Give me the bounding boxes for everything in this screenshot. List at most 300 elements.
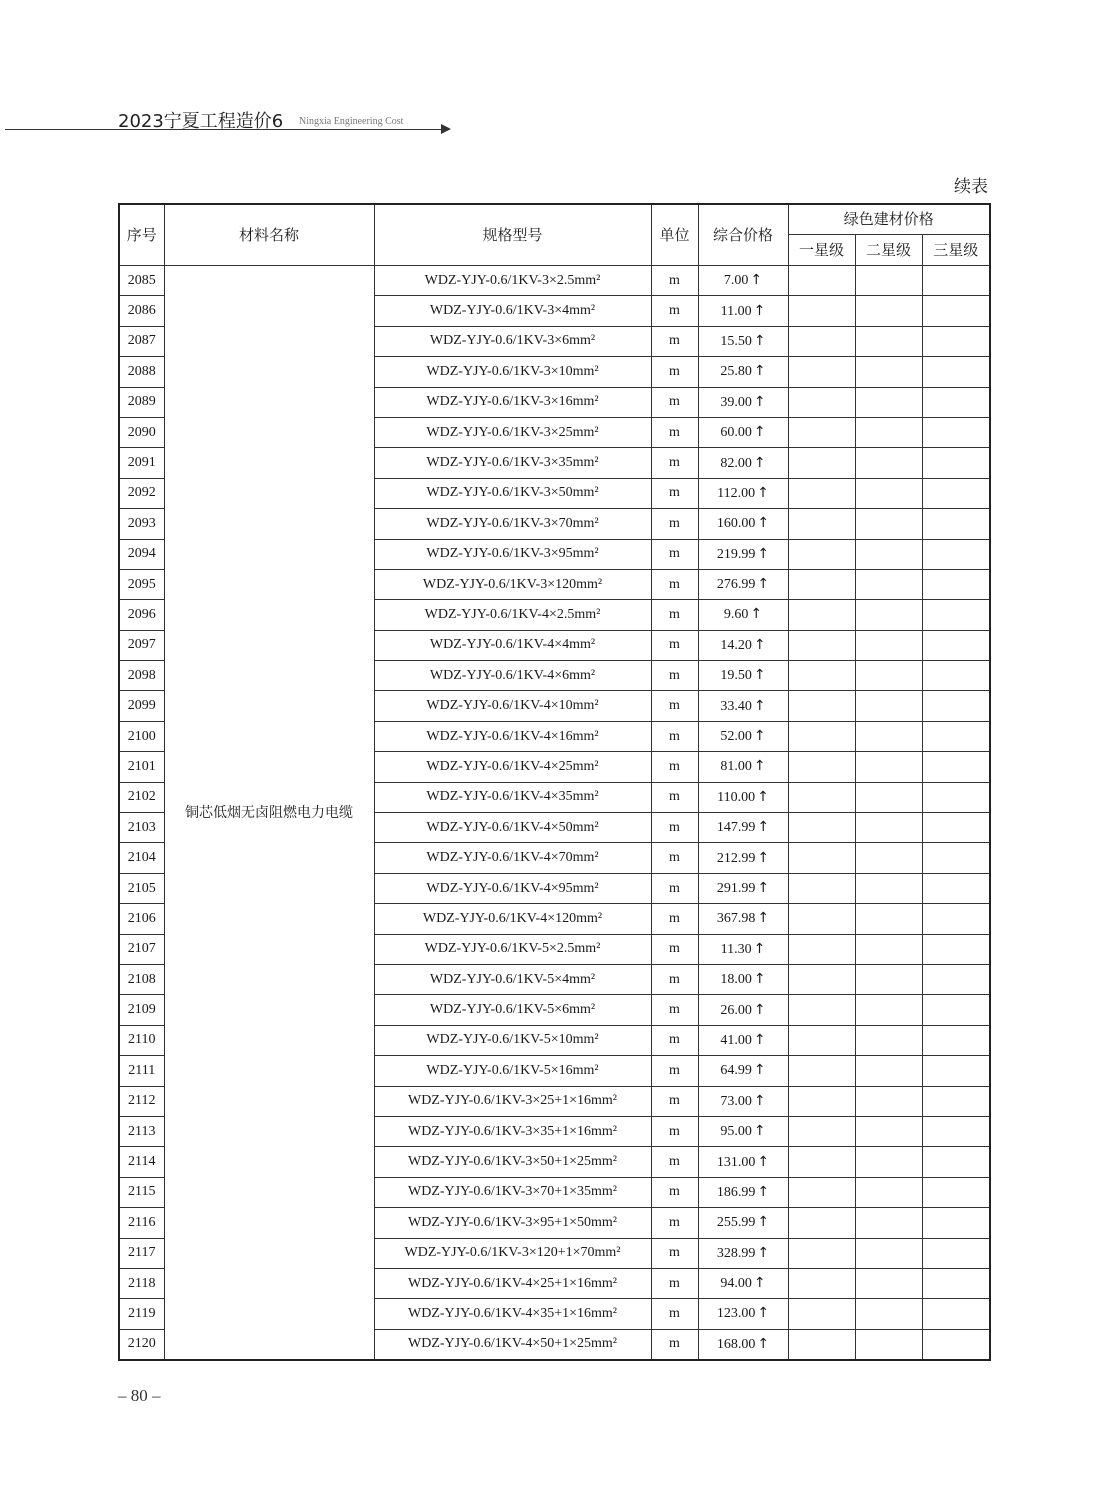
cell-green-star3 (922, 296, 990, 326)
cell-green-star1 (788, 1208, 855, 1238)
price-value: 94.00 (720, 1276, 752, 1292)
cell-green-star1 (788, 964, 855, 994)
price-value: 11.00 (720, 303, 752, 319)
cell-green-star3 (922, 600, 990, 630)
cell-green-star3 (922, 417, 990, 447)
col-header-green: 绿色建材价格 (788, 204, 990, 235)
header-rule (5, 129, 445, 130)
cell-idx: 2100 (119, 721, 164, 751)
cell-idx: 2120 (119, 1329, 164, 1360)
cell-green-star1 (788, 904, 855, 934)
cell-green-star1 (788, 1268, 855, 1298)
cell-price (698, 569, 788, 599)
cell-green-star3 (922, 1208, 990, 1238)
price-up-arrow-icon: ↑ (757, 788, 769, 805)
cell-green-star1 (788, 691, 855, 721)
cell-price (698, 1086, 788, 1116)
price-value: 131.00 (716, 1154, 756, 1170)
price-value: 73.00 (720, 1093, 752, 1109)
cell-price (698, 417, 788, 447)
cell-green-star1 (788, 934, 855, 964)
cell-idx: 2116 (119, 1208, 164, 1238)
price-value: 41.00 (720, 1032, 752, 1048)
cell-spec: WDZ-YJY-0.6/1KV-4×35mm² (374, 782, 651, 812)
cell-spec: WDZ-YJY-0.6/1KV-3×35+1×16mm² (374, 1116, 651, 1146)
price-up-arrow-icon: ↑ (753, 1062, 766, 1079)
cell-green-star3 (922, 721, 990, 751)
cell-price (698, 1329, 788, 1360)
cell-green-star3 (922, 448, 990, 478)
cell-spec: WDZ-YJY-0.6/1KV-4×16mm² (374, 721, 651, 751)
cell-green-star2 (855, 630, 922, 660)
price-up-arrow-icon: ↑ (757, 1244, 770, 1261)
price-up-arrow-icon: ↑ (753, 971, 766, 988)
cell-spec: WDZ-YJY-0.6/1KV-4×2.5mm² (374, 600, 651, 630)
cell-price (698, 995, 788, 1025)
cell-unit: m (651, 995, 698, 1025)
price-up-arrow-icon: ↑ (757, 515, 770, 532)
cell-unit: m (651, 387, 698, 417)
cell-green-star2 (855, 721, 922, 751)
col-header-spec: 规格型号 (374, 204, 651, 266)
cell-green-star2 (855, 964, 922, 994)
cell-spec: WDZ-YJY-0.6/1KV-3×50+1×25mm² (374, 1147, 651, 1177)
cell-unit: m (651, 1208, 698, 1238)
cell-green-star2 (855, 600, 922, 630)
cell-unit: m (651, 1268, 698, 1298)
table-body (119, 266, 990, 1361)
cell-idx: 2097 (119, 630, 164, 660)
cell-spec: WDZ-YJY-0.6/1KV-3×70mm² (374, 509, 651, 539)
cell-green-star3 (922, 1116, 990, 1146)
price-up-arrow-icon: ↑ (757, 1335, 770, 1352)
cell-idx: 2117 (119, 1238, 164, 1268)
price-up-arrow-icon: ↑ (753, 697, 766, 714)
cell-green-star3 (922, 995, 990, 1025)
cell-unit: m (651, 1025, 698, 1055)
cell-unit: m (651, 296, 698, 326)
price-value: 15.50 (720, 333, 752, 349)
cell-green-star1 (788, 995, 855, 1025)
price-up-arrow-icon: ↑ (757, 1183, 770, 1200)
cell-spec: WDZ-YJY-0.6/1KV-3×10mm² (374, 357, 651, 387)
price-table (118, 203, 991, 1361)
cell-price (698, 1177, 788, 1207)
cell-price (698, 1116, 788, 1146)
cell-green-star1 (788, 417, 855, 447)
cell-idx: 2119 (119, 1299, 164, 1329)
cell-green-star2 (855, 1238, 922, 1268)
price-up-arrow-icon: ↑ (753, 758, 766, 775)
cell-green-star2 (855, 1208, 922, 1238)
cell-price (698, 1147, 788, 1177)
cell-green-star2 (855, 1268, 922, 1298)
cell-idx: 2104 (119, 843, 164, 873)
price-value: 19.50 (720, 668, 752, 684)
cell-unit: m (651, 357, 698, 387)
cell-spec: WDZ-YJY-0.6/1KV-5×10mm² (374, 1025, 651, 1055)
cell-spec: WDZ-YJY-0.6/1KV-3×120+1×70mm² (374, 1238, 651, 1268)
cell-price (698, 843, 788, 873)
cell-price (698, 873, 788, 903)
table-row (119, 266, 990, 296)
cell-unit: m (651, 1177, 698, 1207)
cell-green-star3 (922, 1238, 990, 1268)
price-up-arrow-icon: ↑ (757, 484, 769, 501)
price-value: 39.00 (720, 394, 752, 410)
price-up-arrow-icon: ↑ (753, 1275, 766, 1292)
cell-unit: m (651, 1116, 698, 1146)
price-value: 81.00 (720, 759, 752, 775)
price-up-arrow-icon: ↑ (750, 272, 763, 289)
page-number: – 80 – (118, 1386, 161, 1405)
cell-price (698, 904, 788, 934)
cell-unit: m (651, 934, 698, 964)
price-up-arrow-icon: ↑ (753, 636, 766, 653)
cell-spec: WDZ-YJY-0.6/1KV-3×70+1×35mm² (374, 1177, 651, 1207)
price-up-arrow-icon: ↑ (753, 363, 766, 380)
cell-price (698, 661, 788, 691)
cell-idx: 2087 (119, 326, 164, 356)
cell-spec: WDZ-YJY-0.6/1KV-4×4mm² (374, 630, 651, 660)
cell-spec: WDZ-YJY-0.6/1KV-5×4mm² (374, 964, 651, 994)
cell-green-star2 (855, 843, 922, 873)
col-header-star2: 二星级 (855, 235, 922, 266)
price-value: 168.00 (716, 1336, 756, 1352)
cell-green-star1 (788, 1056, 855, 1086)
price-value: 14.20 (720, 637, 752, 653)
cell-price (698, 630, 788, 660)
page-header-subtitle: Ningxia Engineering Cost (299, 116, 404, 127)
cell-idx: 2109 (119, 995, 164, 1025)
cell-green-star3 (922, 813, 990, 843)
cell-price (698, 782, 788, 812)
cell-green-star3 (922, 691, 990, 721)
price-value: 276.99 (716, 577, 756, 593)
cell-green-star1 (788, 721, 855, 751)
price-value: 11.30 (720, 941, 752, 957)
cell-green-star3 (922, 904, 990, 934)
cell-green-star2 (855, 569, 922, 599)
price-up-arrow-icon: ↑ (753, 332, 766, 349)
cell-unit: m (651, 843, 698, 873)
cell-green-star2 (855, 782, 922, 812)
cell-green-star2 (855, 1056, 922, 1086)
cell-unit: m (651, 630, 698, 660)
cell-price (698, 721, 788, 751)
cell-green-star2 (855, 448, 922, 478)
price-value: 255.99 (716, 1215, 756, 1231)
cell-unit: m (651, 904, 698, 934)
col-header-price: 综合价格 (698, 204, 788, 266)
cell-spec: WDZ-YJY-0.6/1KV-4×6mm² (374, 661, 651, 691)
cell-green-star2 (855, 752, 922, 782)
cell-green-star3 (922, 964, 990, 994)
cell-green-star3 (922, 1299, 990, 1329)
cell-idx: 2101 (119, 752, 164, 782)
cell-green-star1 (788, 357, 855, 387)
cell-green-star2 (855, 934, 922, 964)
cell-green-star2 (855, 509, 922, 539)
cell-idx: 2111 (119, 1056, 164, 1086)
cell-idx: 2107 (119, 934, 164, 964)
cell-idx: 2102 (119, 782, 164, 812)
price-value: 18.00 (720, 972, 752, 988)
cell-green-star1 (788, 1177, 855, 1207)
price-value: 64.99 (720, 1063, 752, 1079)
cell-idx: 2114 (119, 1147, 164, 1177)
price-up-arrow-icon: ↑ (757, 1153, 770, 1170)
price-up-arrow-icon: ↑ (750, 606, 763, 623)
cell-green-star1 (788, 509, 855, 539)
cell-idx: 2113 (119, 1116, 164, 1146)
price-value: 328.99 (716, 1245, 756, 1261)
cell-green-star1 (788, 326, 855, 356)
cell-idx: 2096 (119, 600, 164, 630)
cell-green-star3 (922, 569, 990, 599)
cell-green-star3 (922, 661, 990, 691)
cell-spec: WDZ-YJY-0.6/1KV-3×25+1×16mm² (374, 1086, 651, 1116)
cell-green-star2 (855, 995, 922, 1025)
cell-spec: WDZ-YJY-0.6/1KV-4×25+1×16mm² (374, 1268, 651, 1298)
cell-idx: 2105 (119, 873, 164, 903)
cell-spec: WDZ-YJY-0.6/1KV-3×95mm² (374, 539, 651, 569)
cell-green-star2 (855, 873, 922, 903)
cell-spec: WDZ-YJY-0.6/1KV-3×50mm² (374, 478, 651, 508)
cell-price (698, 539, 788, 569)
cell-spec: WDZ-YJY-0.6/1KV-3×4mm² (374, 296, 651, 326)
cell-green-star2 (855, 1177, 922, 1207)
price-value: 147.99 (716, 820, 756, 836)
price-up-arrow-icon: ↑ (753, 302, 766, 319)
cell-idx: 2086 (119, 296, 164, 326)
cell-green-star1 (788, 813, 855, 843)
price-up-arrow-icon: ↑ (753, 1031, 766, 1048)
cell-unit: m (651, 1086, 698, 1116)
cell-green-star1 (788, 843, 855, 873)
cell-green-star1 (788, 478, 855, 508)
cell-spec: WDZ-YJY-0.6/1KV-3×95+1×50mm² (374, 1208, 651, 1238)
cell-unit: m (651, 509, 698, 539)
cell-spec: WDZ-YJY-0.6/1KV-3×6mm² (374, 326, 651, 356)
cell-spec: WDZ-YJY-0.6/1KV-3×35mm² (374, 448, 651, 478)
cell-idx: 2106 (119, 904, 164, 934)
cell-green-star3 (922, 934, 990, 964)
cell-spec: WDZ-YJY-0.6/1KV-5×6mm² (374, 995, 651, 1025)
col-header-idx: 序号 (119, 204, 164, 266)
cell-idx: 2094 (119, 539, 164, 569)
cell-green-star3 (922, 478, 990, 508)
cell-green-star1 (788, 1147, 855, 1177)
cell-green-star3 (922, 539, 990, 569)
cell-unit: m (651, 417, 698, 447)
cell-idx: 2098 (119, 661, 164, 691)
cell-price (698, 1025, 788, 1055)
cell-idx: 2092 (119, 478, 164, 508)
cell-price (698, 1056, 788, 1086)
cell-green-star3 (922, 630, 990, 660)
cell-green-star1 (788, 387, 855, 417)
price-up-arrow-icon: ↑ (753, 1092, 766, 1109)
cell-green-star2 (855, 1116, 922, 1146)
cell-green-star1 (788, 266, 855, 296)
cell-price (698, 509, 788, 539)
cell-idx: 2089 (119, 387, 164, 417)
price-value: 95.00 (720, 1124, 752, 1140)
cell-green-star2 (855, 1299, 922, 1329)
header-arrow-icon (441, 124, 451, 134)
cell-idx: 2103 (119, 813, 164, 843)
cell-green-star2 (855, 1329, 922, 1360)
price-up-arrow-icon: ↑ (757, 910, 770, 927)
cell-green-star3 (922, 509, 990, 539)
cell-green-star1 (788, 539, 855, 569)
price-value: 123.00 (716, 1306, 756, 1322)
cell-green-star3 (922, 1086, 990, 1116)
cell-idx: 2115 (119, 1177, 164, 1207)
cell-price (698, 357, 788, 387)
price-value: 52.00 (720, 729, 752, 745)
cell-green-star1 (788, 782, 855, 812)
cell-green-star1 (788, 1025, 855, 1055)
cell-unit: m (651, 691, 698, 721)
price-value: 212.99 (716, 850, 756, 866)
cell-green-star1 (788, 661, 855, 691)
cell-spec: WDZ-YJY-0.6/1KV-4×10mm² (374, 691, 651, 721)
price-value: 186.99 (716, 1184, 756, 1200)
cell-green-star2 (855, 357, 922, 387)
cell-spec: WDZ-YJY-0.6/1KV-4×25mm² (374, 752, 651, 782)
price-up-arrow-icon: ↑ (757, 545, 770, 562)
price-value: 160.00 (716, 516, 756, 532)
cell-unit: m (651, 326, 698, 356)
cell-unit: m (651, 1329, 698, 1360)
cell-unit: m (651, 873, 698, 903)
cell-green-star2 (855, 296, 922, 326)
cell-price (698, 752, 788, 782)
cell-green-star1 (788, 873, 855, 903)
cell-spec: WDZ-YJY-0.6/1KV-5×16mm² (374, 1056, 651, 1086)
price-value: 367.98 (716, 911, 756, 927)
cell-green-star1 (788, 630, 855, 660)
price-up-arrow-icon: ↑ (757, 880, 770, 896)
price-up-arrow-icon: ↑ (757, 1214, 770, 1231)
price-up-arrow-icon: ↑ (753, 393, 766, 410)
cell-spec: WDZ-YJY-0.6/1KV-4×35+1×16mm² (374, 1299, 651, 1329)
cell-unit: m (651, 1056, 698, 1086)
page-header-title: 2023宁夏工程造价6 (118, 111, 284, 132)
cell-green-star1 (788, 448, 855, 478)
cell-green-star2 (855, 387, 922, 417)
cell-green-star3 (922, 1329, 990, 1360)
cell-green-star2 (855, 813, 922, 843)
price-up-arrow-icon: ↑ (753, 1123, 766, 1140)
price-up-arrow-icon: ↑ (757, 576, 770, 593)
cell-green-star3 (922, 326, 990, 356)
cell-unit: m (651, 569, 698, 599)
cell-unit: m (651, 964, 698, 994)
cell-spec: WDZ-YJY-0.6/1KV-3×120mm² (374, 569, 651, 599)
cell-unit: m (651, 752, 698, 782)
cell-green-star3 (922, 782, 990, 812)
price-value: 9.60 (723, 607, 749, 623)
price-value: 60.00 (720, 425, 752, 441)
cell-green-star1 (788, 1116, 855, 1146)
cell-green-star2 (855, 1025, 922, 1055)
price-up-arrow-icon: ↑ (753, 728, 766, 745)
cell-green-star3 (922, 1025, 990, 1055)
cell-green-star1 (788, 1086, 855, 1116)
cell-green-star2 (855, 661, 922, 691)
price-up-arrow-icon: ↑ (753, 1001, 766, 1018)
price-up-arrow-icon: ↑ (753, 454, 766, 471)
cell-price (698, 478, 788, 508)
cell-green-star2 (855, 326, 922, 356)
cell-spec: WDZ-YJY-0.6/1KV-5×2.5mm² (374, 934, 651, 964)
cell-green-star1 (788, 752, 855, 782)
cell-green-star1 (788, 569, 855, 599)
price-value: 110.00 (717, 789, 756, 805)
price-value: 112.00 (717, 485, 756, 501)
cell-green-star1 (788, 296, 855, 326)
cell-green-star3 (922, 843, 990, 873)
cell-green-star1 (788, 1329, 855, 1360)
cell-spec: WDZ-YJY-0.6/1KV-4×50mm² (374, 813, 651, 843)
cell-unit: m (651, 782, 698, 812)
cell-price (698, 387, 788, 417)
cell-green-star2 (855, 1147, 922, 1177)
cell-price (698, 266, 788, 296)
cell-green-star1 (788, 1299, 855, 1329)
cell-green-star2 (855, 478, 922, 508)
cell-green-star3 (922, 873, 990, 903)
cell-price (698, 1238, 788, 1268)
cell-spec: WDZ-YJY-0.6/1KV-3×25mm² (374, 417, 651, 447)
cell-unit: m (651, 478, 698, 508)
cell-price (698, 600, 788, 630)
cell-spec: WDZ-YJY-0.6/1KV-3×2.5mm² (374, 266, 651, 296)
cell-green-star3 (922, 266, 990, 296)
cell-idx: 2095 (119, 569, 164, 599)
price-up-arrow-icon: ↑ (757, 819, 770, 836)
cell-idx: 2112 (119, 1086, 164, 1116)
cell-green-star2 (855, 539, 922, 569)
cell-green-star3 (922, 752, 990, 782)
cell-spec: WDZ-YJY-0.6/1KV-3×16mm² (374, 387, 651, 417)
cell-idx: 2088 (119, 357, 164, 387)
cell-unit: m (651, 448, 698, 478)
col-header-star3: 三星级 (922, 235, 990, 266)
cell-green-star2 (855, 1086, 922, 1116)
cell-price (698, 326, 788, 356)
cell-price (698, 1208, 788, 1238)
cell-idx: 2099 (119, 691, 164, 721)
cell-spec: WDZ-YJY-0.6/1KV-4×95mm² (374, 873, 651, 903)
cell-green-star3 (922, 1177, 990, 1207)
price-up-arrow-icon: ↑ (753, 940, 766, 957)
cell-idx: 2118 (119, 1268, 164, 1298)
cell-price (698, 1299, 788, 1329)
cell-unit: m (651, 661, 698, 691)
cell-green-star1 (788, 600, 855, 630)
cell-idx: 2093 (119, 509, 164, 539)
price-up-arrow-icon: ↑ (753, 424, 766, 441)
cell-price (698, 691, 788, 721)
price-value: 291.99 (716, 881, 756, 896)
cell-price (698, 934, 788, 964)
price-value: 25.80 (720, 364, 752, 380)
col-header-unit: 单位 (651, 204, 698, 266)
